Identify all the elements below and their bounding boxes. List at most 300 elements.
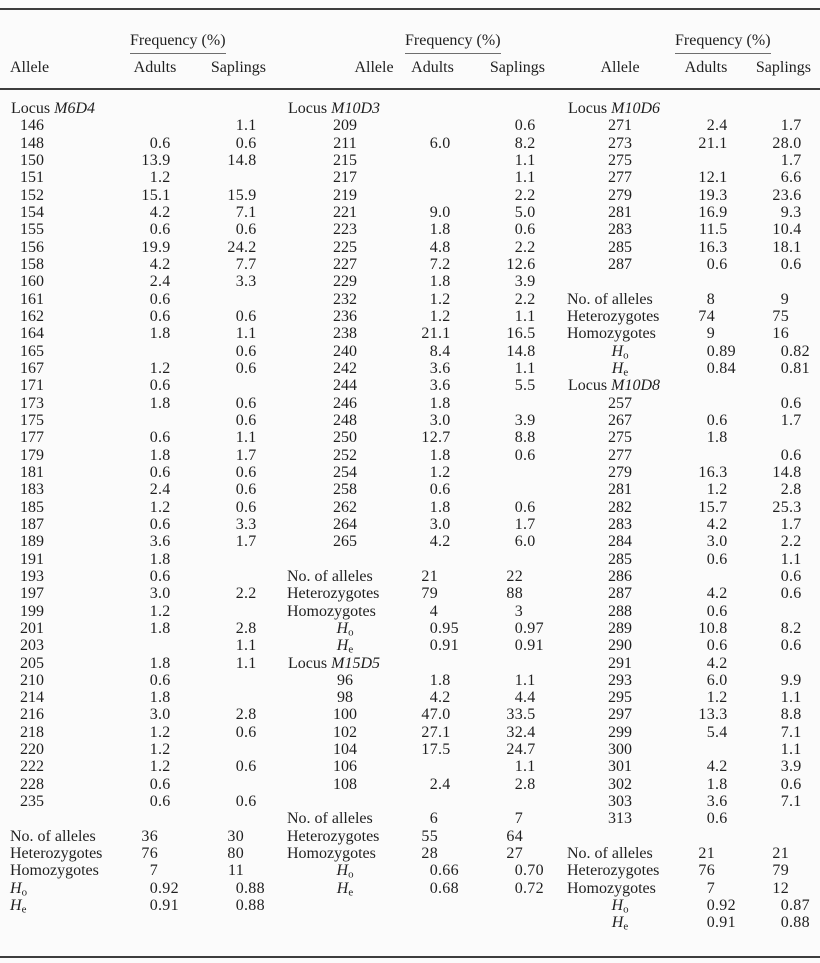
saplings-value-int: 9 xyxy=(780,671,789,689)
locus-row xyxy=(565,377,811,394)
adults-value xyxy=(405,672,460,689)
allele-row xyxy=(8,187,266,204)
adults-value-int: 7 xyxy=(429,255,438,273)
adults-value xyxy=(675,585,737,602)
adults-value-frac: .6 xyxy=(715,810,728,828)
saplings-value-frac xyxy=(244,776,266,793)
saplings-value-frac: .6 xyxy=(789,255,802,273)
saplings-value-int: 64 xyxy=(506,827,523,845)
h-label xyxy=(285,862,405,882)
heterozygosity-symbol: H xyxy=(611,342,624,360)
adults-value-frac: .2 xyxy=(158,758,171,776)
adults-value-int: 2 xyxy=(149,481,158,499)
saplings-value xyxy=(180,360,266,377)
saplings-value xyxy=(180,291,266,308)
adults-value-int: 3 xyxy=(149,706,158,724)
adults-value xyxy=(675,672,737,689)
allele-label: 288 xyxy=(608,602,632,620)
saplings-value-frac xyxy=(244,568,266,585)
locus-name: M10D3 xyxy=(331,100,380,117)
saplings-value-frac: .4 xyxy=(789,221,802,239)
adults-value-int: 8 xyxy=(429,342,438,360)
allele-label: 220 xyxy=(20,741,44,759)
adults-value-frac: .92 xyxy=(158,879,179,897)
adults-value-int: 1 xyxy=(706,775,715,793)
allele-label: 205 xyxy=(20,654,44,672)
adults-value-frac xyxy=(158,343,180,360)
adults-value xyxy=(130,343,180,360)
adults-value-int: 0 xyxy=(706,914,715,932)
saplings-value-int: 0 xyxy=(780,394,789,412)
allele-label: 301 xyxy=(608,758,632,776)
allele-row xyxy=(285,412,545,429)
allele-row xyxy=(565,689,811,706)
allele-row xyxy=(285,360,545,377)
saplings-value-int: 0 xyxy=(235,463,244,481)
saplings-value-int: 2 xyxy=(235,619,244,637)
locus-label: Locus M10D8 xyxy=(568,377,660,395)
adults-value-frac: .91 xyxy=(438,637,459,655)
saplings-value xyxy=(180,308,266,325)
saplings-value-int: 0 xyxy=(780,897,789,915)
saplings-value-int: 0 xyxy=(780,446,789,464)
adults-value-frac: .4 xyxy=(715,117,728,135)
saplings-value xyxy=(180,429,266,446)
saplings-value-frac xyxy=(523,395,545,412)
heterozygosity-subscript: o xyxy=(623,349,629,362)
saplings-value-frac xyxy=(244,291,266,308)
saplings-value-frac xyxy=(244,741,266,758)
adults-value-int: 12 xyxy=(421,429,438,447)
stat-row xyxy=(565,308,811,325)
saplings-value-int: 30 xyxy=(227,827,244,845)
saplings-value-frac: .5 xyxy=(523,706,536,724)
adults-value xyxy=(130,256,180,273)
adults-value-int: 15 xyxy=(698,498,715,516)
saplings-value xyxy=(180,343,266,360)
saplings-value xyxy=(180,793,266,810)
saplings-value-frac xyxy=(244,828,266,845)
blank-label xyxy=(8,810,130,827)
adults-value-int: 3 xyxy=(429,411,438,429)
heterozygosity-symbol: H xyxy=(611,359,624,377)
stat-row xyxy=(8,845,266,862)
saplings-value xyxy=(460,377,545,394)
heterozygosity-subscript: e xyxy=(348,886,354,899)
stat-row xyxy=(8,828,266,845)
adults-value xyxy=(130,239,180,256)
saplings-value-int: 8 xyxy=(514,429,523,447)
allele-row xyxy=(8,568,266,585)
adults-value-int: 4 xyxy=(429,602,438,620)
adults-value-int: 3 xyxy=(429,359,438,377)
stat-label: Heterozygotes xyxy=(567,307,660,325)
saplings-value xyxy=(737,221,811,238)
allele-row xyxy=(285,221,545,238)
adults-value-int: 19 xyxy=(698,186,715,204)
header-group-1 xyxy=(8,10,266,77)
column-group-3 xyxy=(565,100,811,932)
adults-value-int: 36 xyxy=(141,827,158,845)
adults-value-int: 0 xyxy=(706,255,715,273)
adults-value-int: 4 xyxy=(706,758,715,776)
saplings-value xyxy=(180,880,266,897)
adults-value-int: 2 xyxy=(149,273,158,291)
saplings-value-int: 9 xyxy=(780,290,789,308)
saplings-value-frac: .2 xyxy=(244,585,257,603)
saplings-value-int xyxy=(460,481,523,498)
adults-value xyxy=(405,620,460,637)
saplings-value-int: 12 xyxy=(506,255,523,273)
saplings-value-frac: .81 xyxy=(789,359,810,377)
allele-label: 106 xyxy=(333,758,357,776)
allele-row xyxy=(565,706,811,723)
allele-label: 287 xyxy=(608,585,632,603)
saplings-value xyxy=(460,256,545,273)
saplings-value-frac: .6 xyxy=(244,359,257,377)
h-row xyxy=(565,914,811,934)
adults-value xyxy=(405,343,460,360)
adults-value xyxy=(405,412,460,429)
saplings-value xyxy=(180,689,266,706)
allele-row xyxy=(8,204,266,221)
saplings-value-frac: .6 xyxy=(789,585,802,603)
adults-value-frac xyxy=(158,117,180,134)
saplings-header: Saplings xyxy=(210,59,266,76)
saplings-value-frac: .97 xyxy=(523,619,544,637)
saplings-value-frac: .6 xyxy=(523,498,536,516)
allele-label: 177 xyxy=(20,429,44,447)
adults-value-frac: .1 xyxy=(438,723,451,741)
adults-value-frac: .8 xyxy=(438,238,451,256)
adults-value-int: 2 xyxy=(429,775,438,793)
saplings-value xyxy=(460,689,545,706)
h-label xyxy=(285,880,405,897)
adults-value xyxy=(405,117,460,134)
adults-value xyxy=(405,481,460,498)
saplings-value-int: 0 xyxy=(235,498,244,516)
saplings-value xyxy=(460,169,545,186)
allele-row xyxy=(8,360,266,377)
allele-row xyxy=(565,585,811,602)
h-row xyxy=(8,897,266,914)
heterozygosity-symbol: H xyxy=(10,879,22,897)
adults-value xyxy=(130,447,180,464)
adults-value-int: 4 xyxy=(149,255,158,273)
adults-value-frac: .6 xyxy=(715,793,728,811)
saplings-value-frac xyxy=(244,672,266,689)
adults-value-frac: .7 xyxy=(438,429,451,447)
allele-label: 281 xyxy=(608,481,632,499)
locus-label: Locus M15D5 xyxy=(288,654,380,672)
adults-value-int: 6 xyxy=(429,134,438,152)
saplings-value-int: 2 xyxy=(780,533,789,551)
adults-value-int: 3 xyxy=(149,585,158,603)
saplings-value xyxy=(180,325,266,342)
allele-label: 100 xyxy=(333,706,357,724)
locus-label: Locus M10D6 xyxy=(568,100,660,117)
adults-value xyxy=(675,117,737,134)
allele-label: 173 xyxy=(20,394,44,412)
adults-value-int: 0 xyxy=(706,411,715,429)
adults-value-int xyxy=(130,117,158,134)
adults-value xyxy=(130,741,180,758)
stat-label: Heterozygotes xyxy=(10,845,103,863)
allele-row xyxy=(8,464,266,481)
allele-row xyxy=(565,741,811,758)
blank-label xyxy=(565,273,675,290)
adults-value-frac: .1 xyxy=(438,325,451,343)
saplings-value-int: 3 xyxy=(780,758,789,776)
heterozygosity-subscript: e xyxy=(348,643,354,656)
saplings-value-frac xyxy=(523,585,545,602)
saplings-value-int: 33 xyxy=(506,706,523,724)
saplings-value xyxy=(180,481,266,498)
saplings-value-int: 0 xyxy=(780,342,789,360)
saplings-value-frac: .8 xyxy=(789,706,802,724)
allele-row xyxy=(565,793,811,810)
saplings-value-frac: .6 xyxy=(244,723,257,741)
saplings-value-frac: .9 xyxy=(789,758,802,776)
allele-label: 287 xyxy=(608,255,632,273)
saplings-value-int: 0 xyxy=(514,879,523,897)
adults-value-frac: .6 xyxy=(158,307,171,325)
saplings-value xyxy=(460,533,545,550)
adults-value xyxy=(405,291,460,308)
saplings-value-int: 8 xyxy=(780,706,789,724)
adults-value-int: 76 xyxy=(141,845,158,863)
h-row xyxy=(285,620,545,637)
saplings-value-int: 8 xyxy=(780,619,789,637)
allele-header: Allele xyxy=(354,59,394,76)
adults-value xyxy=(405,273,460,290)
saplings-value-int: 1 xyxy=(235,533,244,551)
allele-row xyxy=(8,447,266,464)
saplings-value-int: 0 xyxy=(514,446,523,464)
heterozygosity-symbol: H xyxy=(336,862,349,880)
saplings-value-int: 25 xyxy=(772,498,789,516)
saplings-value-frac: .8 xyxy=(244,706,257,724)
adults-value xyxy=(675,187,737,204)
adults-value-frac xyxy=(158,637,180,654)
saplings-value-frac: .6 xyxy=(789,775,802,793)
saplings-value-int: 23 xyxy=(772,186,789,204)
saplings-value-int: 0 xyxy=(780,585,789,603)
saplings-value-int xyxy=(180,551,244,568)
saplings-value xyxy=(737,689,811,706)
allele-label: 267 xyxy=(608,411,632,429)
adults-value xyxy=(675,620,737,637)
allele-row xyxy=(285,169,545,186)
allele-label: 290 xyxy=(608,637,632,655)
saplings-value-int: 1 xyxy=(235,446,244,464)
adults-value-frac: .3 xyxy=(715,186,728,204)
allele-row xyxy=(285,741,545,758)
adults-value-int: 0 xyxy=(149,897,158,915)
saplings-value-frac: .1 xyxy=(244,325,257,343)
allele-row xyxy=(285,447,545,464)
saplings-value xyxy=(737,291,811,308)
saplings-value xyxy=(737,603,811,620)
saplings-value-frac xyxy=(789,655,811,672)
saplings-value-frac: .1 xyxy=(523,359,536,377)
saplings-value xyxy=(460,412,545,429)
allele-label: 164 xyxy=(20,325,44,343)
heterozygosity-symbol: H xyxy=(10,897,22,915)
heterozygosity-subscript: e xyxy=(21,903,27,916)
saplings-value xyxy=(180,897,266,914)
allele-label: 104 xyxy=(333,741,357,759)
saplings-value-frac: .1 xyxy=(244,637,257,655)
allele-label: 285 xyxy=(608,550,632,568)
saplings-value-int xyxy=(737,810,789,827)
saplings-value-int: 3 xyxy=(514,411,523,429)
adults-value-int: 9 xyxy=(706,325,715,343)
adults-value-frac: .92 xyxy=(715,897,736,915)
table-bottom-rule xyxy=(0,956,820,958)
adults-value xyxy=(130,291,180,308)
heterozygosity-subscript: o xyxy=(348,626,354,639)
adults-value-int: 3 xyxy=(429,515,438,533)
saplings-value-frac xyxy=(523,603,545,620)
column-group-2 xyxy=(285,100,545,897)
saplings-value-frac: .6 xyxy=(789,394,802,412)
saplings-value xyxy=(460,325,545,342)
h-row xyxy=(565,360,811,377)
adults-value xyxy=(405,758,460,775)
saplings-value-int: 0 xyxy=(780,914,789,932)
allele-label: 199 xyxy=(20,602,44,620)
saplings-value xyxy=(460,429,545,446)
allele-row xyxy=(285,239,545,256)
saplings-value xyxy=(737,637,811,654)
adults-value-int: 16 xyxy=(698,463,715,481)
saplings-value xyxy=(180,603,266,620)
saplings-value-frac: .6 xyxy=(523,446,536,464)
adults-value xyxy=(130,412,180,429)
saplings-value-frac: .1 xyxy=(523,307,536,325)
adults-value xyxy=(130,672,180,689)
allele-label: 246 xyxy=(333,394,357,412)
saplings-value-int: 2 xyxy=(780,481,789,499)
saplings-value-int: 2 xyxy=(235,706,244,724)
saplings-value xyxy=(180,377,266,394)
header-spacer xyxy=(8,32,130,54)
allele-row xyxy=(8,689,266,706)
adults-value xyxy=(675,481,737,498)
adults-value xyxy=(405,828,460,845)
allele-row xyxy=(565,464,811,481)
blank-row xyxy=(285,551,545,568)
saplings-value-int: 1 xyxy=(514,359,523,377)
adults-value-frac: .2 xyxy=(158,203,171,221)
saplings-value-int: 0 xyxy=(235,342,244,360)
saplings-value-frac: .7 xyxy=(789,411,802,429)
adults-value-int: 1 xyxy=(149,169,158,187)
saplings-value xyxy=(180,776,266,793)
saplings-value-int: 18 xyxy=(772,238,789,256)
saplings-value-frac: .6 xyxy=(789,169,802,187)
heterozygosity-symbol: H xyxy=(336,879,349,897)
saplings-value xyxy=(180,152,266,169)
adults-value xyxy=(130,637,180,654)
adults-value-int: 1 xyxy=(149,446,158,464)
adults-value-frac: .6 xyxy=(715,602,728,620)
saplings-value-int xyxy=(180,741,244,758)
adults-value-frac xyxy=(715,325,737,342)
adults-value-frac xyxy=(438,845,460,862)
adults-value xyxy=(405,862,460,879)
adults-value xyxy=(405,845,460,862)
frequency-span xyxy=(405,32,501,54)
adults-value xyxy=(675,499,737,516)
allele-row xyxy=(565,516,811,533)
saplings-value-frac xyxy=(789,429,811,446)
saplings-value-int: 1 xyxy=(780,550,789,568)
adults-value-frac: .9 xyxy=(158,151,171,169)
saplings-value-frac: .6 xyxy=(244,411,257,429)
saplings-value-frac: .3 xyxy=(244,273,257,291)
saplings-value xyxy=(460,239,545,256)
adults-value xyxy=(675,135,737,152)
saplings-value-frac: .7 xyxy=(244,533,257,551)
allele-label: 277 xyxy=(608,446,632,464)
adults-value-frac: .6 xyxy=(158,533,171,551)
adults-value-int: 11 xyxy=(698,221,715,239)
stat-label: Homozygotes xyxy=(567,879,656,897)
adults-value-frac: .8 xyxy=(158,619,171,637)
saplings-value-int: 0 xyxy=(780,775,789,793)
adults-value xyxy=(130,568,180,585)
saplings-value-frac xyxy=(789,603,811,620)
saplings-value-int: 0 xyxy=(235,307,244,325)
locus-row xyxy=(565,100,811,117)
adults-value xyxy=(405,325,460,342)
saplings-value-int: 1 xyxy=(780,689,789,707)
stat-label: Heterozygotes xyxy=(287,585,380,603)
adults-value-frac: .1 xyxy=(715,134,728,152)
adults-value-int xyxy=(130,637,158,654)
adults-value xyxy=(675,603,737,620)
heterozygosity-symbol: H xyxy=(336,619,349,637)
allele-row xyxy=(565,724,811,741)
adults-value xyxy=(130,135,180,152)
allele-label: 150 xyxy=(20,151,44,169)
adults-value xyxy=(405,256,460,273)
allele-row xyxy=(285,533,545,550)
adults-value xyxy=(130,620,180,637)
saplings-value-int: 1 xyxy=(780,515,789,533)
adults-value-int: 0 xyxy=(149,290,158,308)
saplings-value-int xyxy=(180,672,244,689)
saplings-value-frac: .88 xyxy=(244,879,265,897)
saplings-value-frac: .6 xyxy=(244,394,257,412)
saplings-value xyxy=(460,187,545,204)
adults-value xyxy=(675,689,737,706)
allele-label: 214 xyxy=(20,689,44,707)
saplings-value-int: 0 xyxy=(235,411,244,429)
saplings-value-int: 0 xyxy=(235,879,244,897)
adults-value-frac: .4 xyxy=(438,342,451,360)
stat-label: Homozygotes xyxy=(287,845,376,863)
saplings-value-int: 0 xyxy=(780,567,789,585)
saplings-value-int: 9 xyxy=(780,203,789,221)
adults-value-frac xyxy=(715,447,737,464)
header-group-2 xyxy=(285,10,545,77)
adults-value-frac: .8 xyxy=(438,671,451,689)
adults-value xyxy=(675,724,737,741)
saplings-value xyxy=(460,724,545,741)
